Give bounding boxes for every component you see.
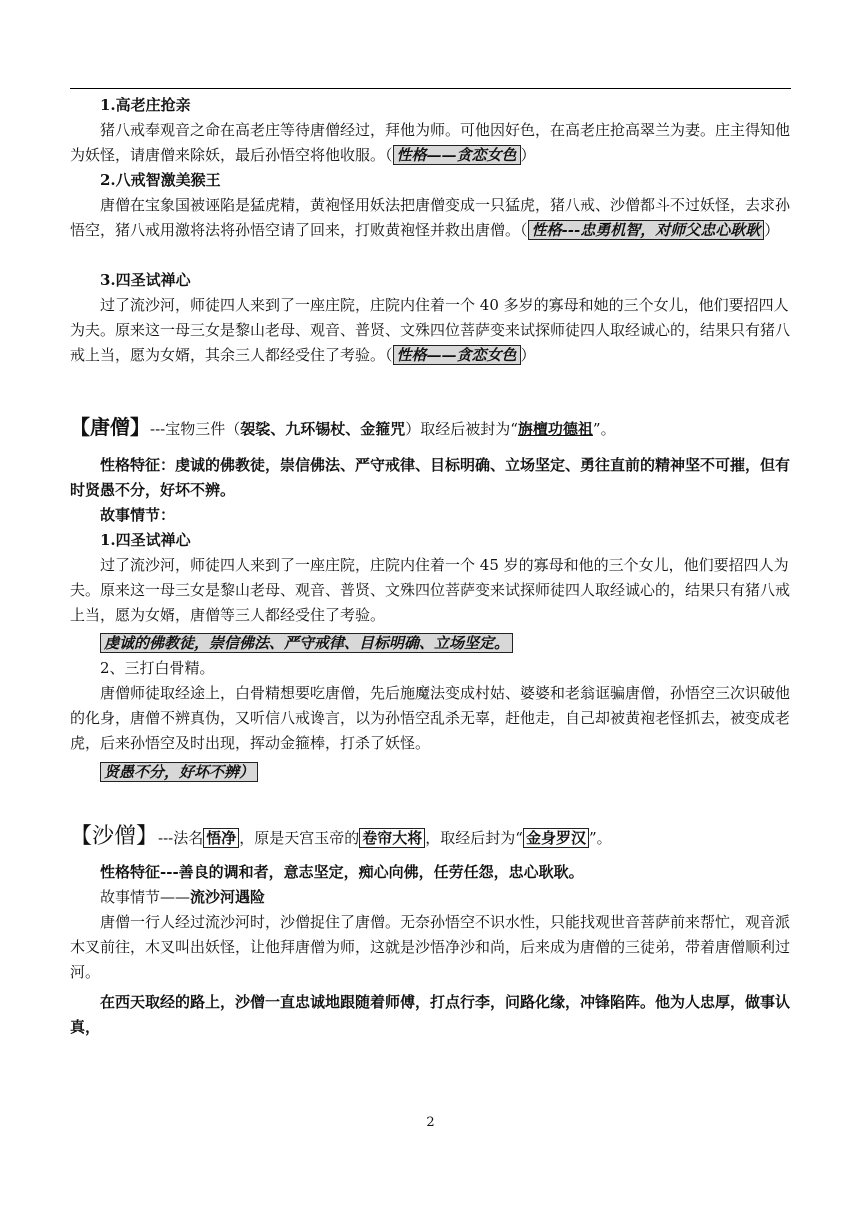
story-paragraph: 过了流沙河，师徒四人来到了一座庄院，庄院内住着一个 45 岁的寡母和他的三个女儿，他们要招四人为夫。原来这一母三女是黎山老母、观音、普贤、文殊四位菩萨变来试探师徒四人取经诚心的，结果只有猪八戒上当，愿为女婿，唐僧等三人都经受住了考验。	[70, 556, 791, 624]
section-title: 【沙僧】	[70, 824, 159, 849]
story-heading: 2、三打白骨精。	[100, 659, 215, 677]
trait-box: 贤愚不分，好坏不辨）	[100, 762, 258, 782]
story-heading: 1.高老庄抢亲	[100, 96, 191, 114]
trait-summary: 性格特征---善良的调和者，意志坚定，痴心向佛，任劳任怨，忠心耿耿。	[100, 863, 584, 881]
story-paragraph: 唐僧师徒取经途上，白骨精想要吃唐僧，先后施魔法变成村姑、婆婆和老翁诓骗唐僧，孙悟空三次识破他的化身，唐僧不辨真伪，又听信八戒谗言，以为孙悟空乱杀无辜，赶他走，自己却被黄袍老怪抓去，被变成老虎，后来孙悟空及时出现，挥动金箍棒，打杀了妖怪。	[70, 684, 791, 752]
trait-box: 虔诚的佛教徒，崇信佛法、严守戒律、目标明确、立场坚定。	[100, 633, 513, 653]
document-page	[70, 0, 791, 1215]
trait-box: 性格——贪恋女色	[393, 345, 521, 365]
story-label: 故事情节——流沙河遇险	[100, 888, 266, 906]
story-paragraph: 唐僧在宝象国被诬陷是猛虎精，黄袍怪用妖法把唐僧变成一只猛虎，猪八戒、沙僧都斗不过妖怪，去求孙悟空，猪八戒用激将法将孙悟空请了回来，打败黄袍怪并救出唐僧。（ 性格---忠勇机智，对师父忠心耿耿 ）	[70, 196, 791, 239]
trait-box: 性格---忠勇机智，对师父忠心耿耿	[528, 220, 765, 240]
section-title: 【唐僧】	[70, 415, 150, 439]
trait-box-line	[70, 631, 821, 656]
story-paragraph: 过了流沙河，师徒四人来到了一座庄院，庄院内住着一个 40 多岁的寡母和她的三个女儿，他们要招四人为夫。原来这一母三女是黎山老母、观音、普贤、文殊四位菩萨变来试探师徒四人取经诚心的，结果只有猪八戒上当，愿为女婿，其余三人都经受住了考验。（ 性格——贪恋女色 ）	[70, 296, 791, 364]
trait-box: 性格——贪恋女色	[393, 145, 521, 165]
story-paragraph: 唐僧一行人经过流沙河时，沙僧捉住了唐僧。无奈孙悟空不识水性，只能找观世音菩萨前来帮忙，观音派木叉前往，木叉叫出妖怪，让他拜唐僧为师，这就是沙悟净沙和尚，后来成为唐僧的三徒弟，带着唐僧顺利过河。	[70, 913, 791, 981]
trait-summary: 性格特征：虔诚的佛教徒，崇信佛法、严守戒律、目标明确、立场坚定、勇往直前的精神坚不可摧，但有时贤愚不分，好坏不辨。	[70, 456, 791, 499]
header-rule	[70, 88, 791, 89]
page-number: 2	[426, 1115, 435, 1130]
story-heading: 2.八戒智激美猴王	[100, 171, 221, 189]
story-label: 故事情节：	[100, 506, 176, 524]
section-header-sha: 【沙僧】---法名 悟净 ，原是天宫玉帝的 卷帘大将 ，取经后封为“ 金身罗汉 ”。	[70, 824, 612, 849]
story-heading: 3.四圣试禅心	[100, 271, 191, 289]
story-heading: 1.四圣试禅心	[100, 531, 191, 549]
story-paragraph: 猪八戒奉观音之命在高老庄等待唐僧经过，拜他为师。可他因好色，在高老庄抢高翠兰为妻。庄主得知他为妖怪，请唐僧来除妖，最后孙悟空将他收服。（ 性格——贪恋女色 ）	[70, 121, 791, 164]
trait-box-line	[70, 760, 821, 785]
section-header-tang: 【唐僧】---宝物三件（袈裟、九环锡杖、金箍咒）取经后被封为“旃檀功德祖”。	[70, 415, 616, 439]
story-paragraph: 在西天取经的路上，沙僧一直忠诚地跟随着师傅，打点行李，问路化缘，冲锋陷阵。他为人忠厚，做事认真，	[70, 993, 791, 1036]
